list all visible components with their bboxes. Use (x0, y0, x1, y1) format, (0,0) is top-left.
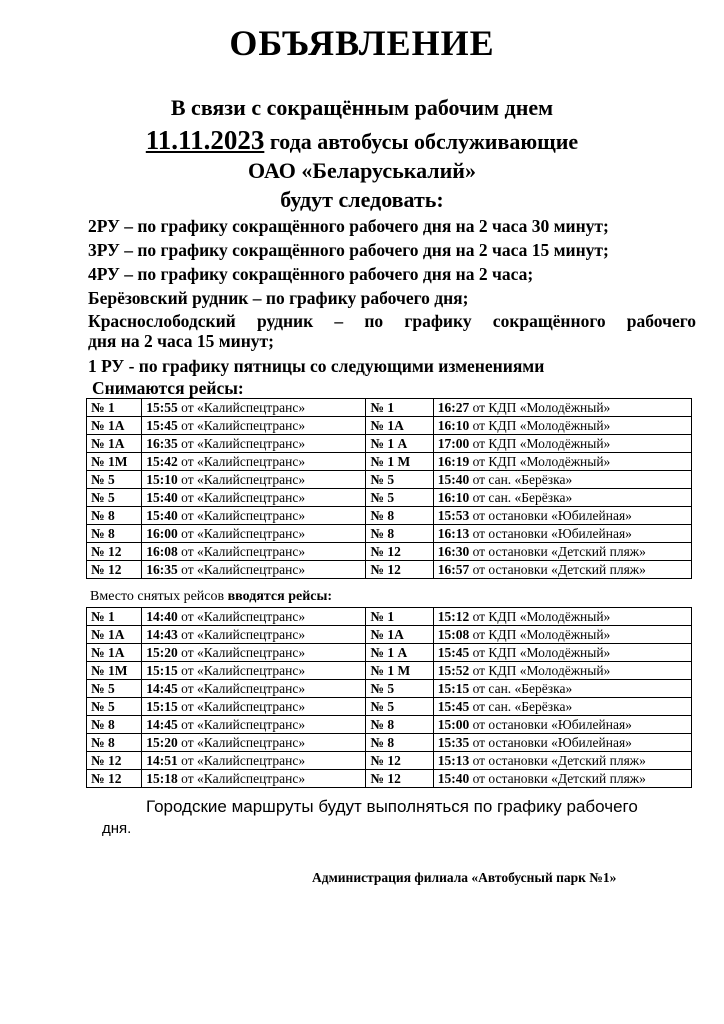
departure-stop: от «Калийспецтранс» (181, 454, 306, 469)
page-title: ОБЪЯВЛЕНИЕ (229, 23, 495, 63)
table-cell (366, 525, 433, 543)
return-stop: от сан. «Берёзка» (472, 699, 573, 714)
table-cell (433, 543, 691, 561)
departure-stop: от «Калийспецтранс» (181, 735, 306, 750)
return-route-number: № 1 (370, 400, 395, 415)
intro-line-1: В связи с сокращённым рабочим днем (170, 95, 554, 120)
return-stop: от сан. «Берёзка» (472, 490, 573, 505)
table-cell (366, 734, 433, 752)
departure-time: 15:15 (146, 663, 178, 678)
added-heading-prefix: Вместо снятых рейсов (90, 589, 228, 604)
return-route-number: № 1А (370, 418, 404, 433)
return-stop: от КДП «Молодёжный» (472, 645, 611, 660)
route-number: № 1 (91, 609, 115, 624)
table-cell (433, 644, 691, 662)
return-stop: от остановки «Юбилейная» (472, 508, 632, 523)
table-cell (87, 644, 142, 662)
table-cell (142, 435, 366, 453)
departure-stop: от «Калийспецтранс» (181, 645, 306, 660)
table-cell (142, 417, 366, 435)
return-time: 15:45 (437, 645, 470, 660)
return-time: 15:40 (437, 771, 470, 786)
departure-time: 15:45 (146, 418, 178, 433)
table-cell (142, 716, 366, 734)
table-cell (366, 608, 433, 626)
table-cell (87, 489, 142, 507)
table-cell (87, 561, 142, 579)
return-time: 16:13 (437, 526, 470, 541)
table-cell (366, 561, 433, 579)
table-row (87, 507, 692, 525)
departure-time: 15:18 (146, 771, 178, 786)
return-time: 15:53 (437, 508, 470, 523)
table-cell (366, 417, 433, 435)
return-route-number: № 12 (370, 544, 401, 559)
return-stop: от остановки «Юбилейная» (472, 717, 632, 732)
departure-stop: от «Калийспецтранс» (181, 609, 306, 624)
return-time: 15:40 (437, 472, 470, 487)
route-number: № 12 (91, 753, 122, 768)
table-cell (433, 471, 691, 489)
return-route-number: № 5 (370, 490, 395, 505)
intro-line-4: будут следовать: (280, 187, 444, 212)
departure-stop: от «Калийспецтранс» (181, 663, 306, 678)
table-cell (87, 507, 142, 525)
departure-time: 14:43 (146, 627, 178, 642)
added-heading (90, 589, 332, 605)
table-cell (433, 399, 691, 417)
return-stop: от остановки «Детский пляж» (472, 544, 646, 559)
schedule-line-krasnoslobodsky: Краснослободский рудник – по графику сокращённого рабочего (88, 311, 696, 331)
table-cell (142, 525, 366, 543)
return-time: 15:52 (437, 663, 470, 678)
return-stop: от остановки «Юбилейная» (472, 735, 632, 750)
table-cell (433, 716, 691, 734)
departure-time: 14:40 (146, 609, 178, 624)
table-cell (142, 543, 366, 561)
route-number: № 1М (91, 663, 128, 678)
table-cell (87, 680, 142, 698)
table-cell (142, 471, 366, 489)
route-number: № 5 (91, 681, 115, 696)
table-row (87, 644, 692, 662)
route-number: № 8 (91, 717, 115, 732)
table-cell (87, 716, 142, 734)
return-time: 16:57 (437, 562, 470, 577)
return-time: 16:19 (437, 454, 470, 469)
table-cell (433, 435, 691, 453)
departure-stop: от «Калийспецтранс» (181, 717, 306, 732)
departure-time: 14:45 (146, 681, 178, 696)
table-cell (87, 770, 142, 788)
city-routes-note: Городские маршруты будут выполняться по графику рабочего (146, 797, 638, 816)
table-cell (433, 680, 691, 698)
departure-stop: от «Калийспецтранс» (181, 771, 306, 786)
route-number: № 1 (91, 400, 115, 415)
table-cell (142, 698, 366, 716)
intro-line-2-rest: года автобусы обслуживающие (264, 129, 579, 154)
table-cell (366, 716, 433, 734)
return-time: 15:08 (437, 627, 470, 642)
table-cell (366, 662, 433, 680)
table-cell (366, 399, 433, 417)
return-time: 16:27 (437, 400, 470, 415)
departure-time: 16:35 (146, 436, 178, 451)
table-cell (87, 453, 142, 471)
return-route-number: № 5 (370, 472, 395, 487)
route-number: № 1А (91, 627, 125, 642)
table-cell (433, 417, 691, 435)
table-cell (87, 543, 142, 561)
return-time: 15:13 (437, 753, 470, 768)
schedule-line-berezovsky: Берёзовский рудник – по графику рабочего дня; (88, 288, 469, 308)
return-stop: от остановки «Детский пляж» (472, 771, 646, 786)
table-row (87, 662, 692, 680)
return-stop: от КДП «Молодёжный» (472, 400, 611, 415)
departure-stop: от «Калийспецтранс» (181, 526, 306, 541)
announcement-date: 11.11.2023 (145, 125, 265, 155)
return-stop: от КДП «Молодёжный» (472, 454, 611, 469)
table-cell (87, 734, 142, 752)
table-cell (142, 626, 366, 644)
table-row (87, 716, 692, 734)
departure-stop: от «Калийспецтранс» (181, 753, 306, 768)
table-cell (87, 417, 142, 435)
return-route-number: № 8 (370, 735, 395, 750)
table-cell (433, 561, 691, 579)
table-cell (142, 453, 366, 471)
return-route-number: № 1 М (370, 454, 411, 469)
return-route-number: № 1 М (370, 663, 411, 678)
route-number: № 8 (91, 508, 115, 523)
table-cell (433, 698, 691, 716)
table-cell (142, 399, 366, 417)
table-cell (433, 662, 691, 680)
route-number: № 5 (91, 472, 115, 487)
departure-time: 15:15 (146, 699, 178, 714)
schedule-line-3ru: 3РУ – по графику сокращённого рабочего дня на 2 часа 15 минут; (88, 240, 609, 260)
return-time: 15:15 (437, 681, 470, 696)
departure-stop: от «Калийспецтранс» (181, 400, 306, 415)
route-number: № 12 (91, 562, 122, 577)
table-cell (142, 507, 366, 525)
route-number: № 12 (91, 771, 122, 786)
table-row (87, 471, 692, 489)
departure-time: 15:42 (146, 454, 178, 469)
table-row (87, 734, 692, 752)
table-cell (433, 453, 691, 471)
return-stop: от остановки «Детский пляж» (472, 753, 646, 768)
departure-stop: от «Калийспецтранс» (181, 508, 306, 523)
table-cell (433, 525, 691, 543)
table-cell (433, 770, 691, 788)
return-route-number: № 12 (370, 753, 401, 768)
table-cell (366, 471, 433, 489)
departure-stop: от «Калийспецтранс» (181, 418, 306, 433)
table-cell (366, 453, 433, 471)
return-time: 15:35 (437, 735, 470, 750)
return-stop: от КДП «Молодёжный» (472, 418, 611, 433)
departure-stop: от «Калийспецтранс» (181, 544, 306, 559)
return-route-number: № 5 (370, 699, 395, 714)
table-cell (366, 626, 433, 644)
added-heading-bold: вводятся рейсы: (227, 589, 333, 604)
departure-time: 16:08 (146, 544, 178, 559)
table-cell (366, 752, 433, 770)
return-time: 15:12 (437, 609, 470, 624)
table-row (87, 752, 692, 770)
departure-stop: от «Калийспецтранс» (181, 627, 306, 642)
departure-time: 15:40 (146, 508, 178, 523)
table-row (87, 543, 692, 561)
departure-time: 15:20 (146, 645, 178, 660)
table-cell (142, 489, 366, 507)
departure-stop: от «Калийспецтранс» (181, 699, 306, 714)
return-route-number: № 8 (370, 526, 395, 541)
table-row (87, 435, 692, 453)
table-row (87, 489, 692, 507)
route-number: № 5 (91, 490, 115, 505)
schedule-line-4ru: 4РУ – по графику сокращённого рабочего дня на 2 часа; (88, 264, 534, 284)
departure-time: 15:10 (146, 472, 178, 487)
table-cell (87, 525, 142, 543)
city-routes-note-cont: дня. (102, 820, 132, 837)
return-stop: от остановки «Детский пляж» (472, 562, 646, 577)
return-route-number: № 8 (370, 717, 395, 732)
table-cell (366, 698, 433, 716)
departure-time: 15:55 (146, 400, 178, 415)
return-stop: от остановки «Юбилейная» (472, 526, 632, 541)
table-cell (142, 662, 366, 680)
added-trips-table (86, 607, 692, 788)
table-row (87, 561, 692, 579)
table-cell (142, 734, 366, 752)
table-cell (366, 543, 433, 561)
table-row (87, 626, 692, 644)
table-cell (366, 507, 433, 525)
return-route-number: № 12 (370, 562, 401, 577)
table-cell (433, 489, 691, 507)
table-row (87, 399, 692, 417)
company-name: ОАО «Беларуськалий» (248, 158, 476, 183)
table-row (87, 453, 692, 471)
departure-time: 16:35 (146, 562, 178, 577)
table-cell (142, 561, 366, 579)
table-cell (142, 752, 366, 770)
table-cell (87, 752, 142, 770)
departure-time: 15:20 (146, 735, 178, 750)
route-number: № 12 (91, 544, 122, 559)
return-time: 15:00 (437, 717, 470, 732)
table-cell (433, 734, 691, 752)
departure-time: 14:51 (146, 753, 178, 768)
departure-stop: от «Калийспецтранс» (181, 472, 306, 487)
departure-time: 14:45 (146, 717, 178, 732)
removed-heading: Снимаются рейсы: (92, 378, 244, 398)
table-cell (366, 489, 433, 507)
table-cell (142, 770, 366, 788)
table-row (87, 608, 692, 626)
route-number: № 1А (91, 645, 125, 660)
table-cell (366, 770, 433, 788)
route-number: № 1М (91, 454, 128, 469)
route-number: № 1А (91, 436, 125, 451)
table-row (87, 770, 692, 788)
table-row (87, 680, 692, 698)
return-stop: от сан. «Берёзка» (472, 681, 573, 696)
departure-stop: от «Калийспецтранс» (181, 562, 306, 577)
table-cell (87, 662, 142, 680)
schedule-line-1ru: 1 РУ - по графику пятницы со следующими изменениями (88, 356, 545, 376)
table-cell (366, 644, 433, 662)
table-cell (87, 399, 142, 417)
return-route-number: № 12 (370, 771, 401, 786)
return-route-number: № 1 (370, 609, 395, 624)
return-time: 16:10 (437, 490, 470, 505)
departure-stop: от «Калийспецтранс» (181, 436, 306, 451)
departure-stop: от «Калийспецтранс» (181, 681, 306, 696)
return-route-number: № 1А (370, 627, 404, 642)
table-cell (142, 680, 366, 698)
schedule-line-2ru: 2РУ – по графику сокращённого рабочего дня на 2 часа 30 минут; (88, 216, 609, 236)
table-cell (433, 507, 691, 525)
administration-signature: Администрация филиала «Автобусный парк №1» (312, 870, 617, 885)
departure-time: 15:40 (146, 490, 178, 505)
route-number: № 8 (91, 735, 115, 750)
return-stop: от КДП «Молодёжный» (472, 627, 611, 642)
route-number: № 8 (91, 526, 115, 541)
route-number: № 1А (91, 418, 125, 433)
table-cell (433, 752, 691, 770)
table-cell (87, 626, 142, 644)
intro-line-2 (0, 125, 724, 156)
return-stop: от КДП «Молодёжный» (472, 663, 611, 678)
departure-stop: от «Калийспецтранс» (181, 490, 306, 505)
table-cell (142, 644, 366, 662)
table-cell (87, 698, 142, 716)
return-time: 15:45 (437, 699, 470, 714)
table-cell (87, 608, 142, 626)
return-route-number: № 8 (370, 508, 395, 523)
table-row (87, 698, 692, 716)
return-stop: от сан. «Берёзка» (472, 472, 573, 487)
return-time: 17:00 (437, 436, 470, 451)
table-cell (433, 626, 691, 644)
return-route-number: № 5 (370, 681, 395, 696)
table-cell (142, 608, 366, 626)
return-route-number: № 1 А (370, 645, 408, 660)
table-row (87, 525, 692, 543)
removed-trips-table (86, 398, 692, 579)
schedule-line-krasnoslobodsky-cont: дня на 2 часа 15 минут; (88, 331, 274, 351)
departure-time: 16:00 (146, 526, 178, 541)
table-cell (87, 435, 142, 453)
return-stop: от КДП «Молодёжный» (472, 436, 611, 451)
route-number: № 5 (91, 699, 115, 714)
table-cell (433, 608, 691, 626)
return-time: 16:30 (437, 544, 470, 559)
table-row (87, 417, 692, 435)
table-cell (366, 680, 433, 698)
table-cell (366, 435, 433, 453)
return-time: 16:10 (437, 418, 470, 433)
return-stop: от КДП «Молодёжный» (472, 609, 611, 624)
return-route-number: № 1 А (370, 436, 408, 451)
table-cell (87, 471, 142, 489)
